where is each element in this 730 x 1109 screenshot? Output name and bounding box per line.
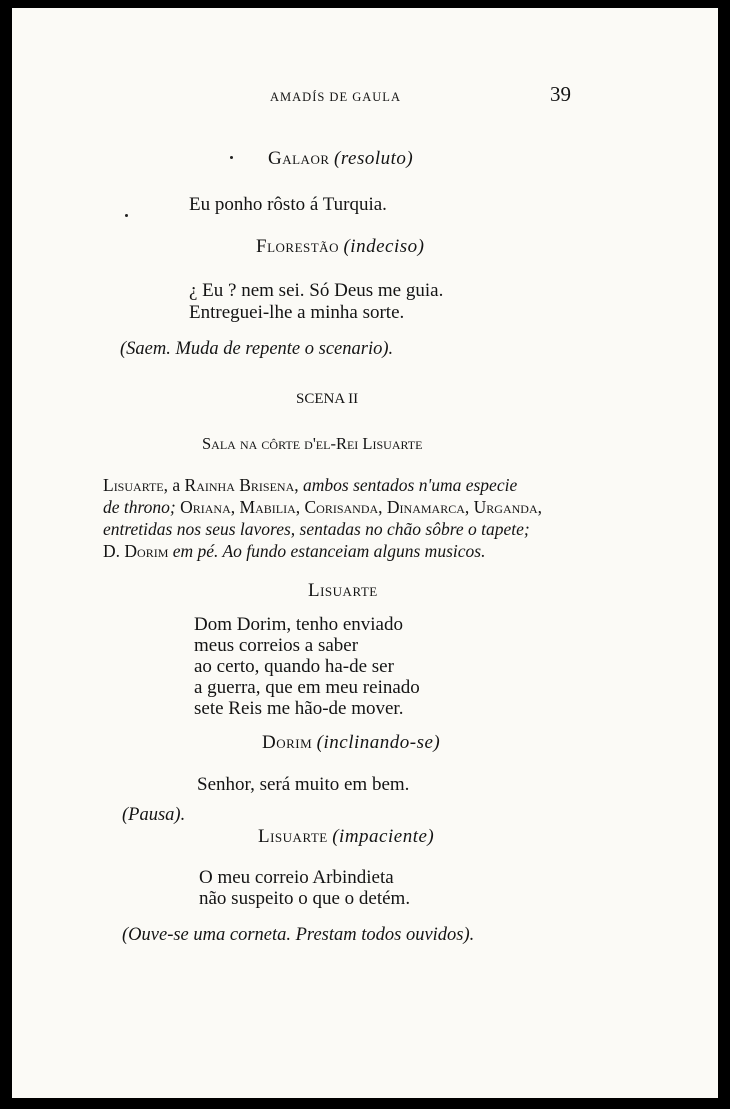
cast-text: ,	[464, 497, 474, 517]
verse-line: Eu ponho rôsto á Turquia.	[189, 194, 387, 215]
stage-direction: (impaciente)	[332, 826, 435, 847]
cast-text: ,	[294, 475, 304, 495]
cast-text: entretidas nos seus lavores, sentadas no chão sôbre o tapete;	[103, 519, 530, 539]
verse-line: a guerra, que em meu reinado	[194, 677, 420, 698]
speaker-name: Galaor	[268, 148, 330, 169]
character-name: Dinamarca	[386, 497, 465, 517]
character-name: Lisuarte	[103, 475, 164, 495]
character-name: Corisanda	[304, 497, 379, 517]
cast-line	[103, 496, 542, 518]
verse-line: Senhor, será muito em bem.	[197, 774, 410, 795]
speaker-line	[258, 826, 434, 849]
stage-direction: (Ouve-se uma corneta. Prestam todos ouvidos).	[122, 925, 475, 945]
cast-text: de throno;	[103, 497, 181, 517]
ink-speck	[125, 214, 128, 217]
scene-heading: SCENA II	[296, 391, 359, 407]
character-name: Mabilia	[239, 497, 296, 517]
book-page	[12, 8, 718, 1098]
cast-text: ambos sentados n'uma especie	[303, 475, 518, 495]
cast-line	[103, 540, 485, 562]
cast-text: ,	[295, 497, 305, 517]
character-name: Urganda	[473, 497, 538, 517]
speaker-line	[308, 580, 378, 603]
speaker-name: Lisuarte	[258, 826, 328, 847]
stage-direction: (resoluto)	[334, 148, 414, 169]
running-title: AMADÍS DE GAULA	[270, 90, 401, 104]
speaker-name: Florestão	[256, 236, 339, 257]
page-number: 39	[550, 82, 571, 106]
cast-text: ,	[230, 497, 240, 517]
stage-direction: (Saem. Muda de repente o scenario).	[120, 339, 394, 359]
verse-line: ¿ Eu ? nem sei. Só Deus me guia.	[189, 280, 444, 301]
verse-line: Entreguei-lhe a minha sorte.	[189, 302, 405, 323]
scene-setting: Sala na côrte d'el-Rei Lisuarte	[202, 434, 423, 453]
verse-line: não suspeito o que o detém.	[199, 888, 411, 909]
speaker-line	[256, 236, 424, 259]
character-name: Rainha Brisena	[184, 475, 295, 495]
cast-text: ,	[537, 497, 543, 517]
verse-line: Dom Dorim, tenho enviado	[194, 614, 403, 635]
speaker-line	[262, 732, 440, 755]
speaker-name: Lisuarte	[308, 580, 378, 601]
cast-text: em pé. Ao fundo estanceiam alguns musicos.	[172, 541, 486, 561]
cast-line	[103, 474, 517, 496]
stage-direction: (inclinando-se)	[316, 732, 441, 753]
cast-text: , a	[163, 475, 185, 495]
verse-line: O meu correio Arbindieta	[199, 867, 394, 888]
stage-direction: (indeciso)	[343, 236, 425, 257]
cast-text: D.	[103, 541, 125, 561]
speaker-line	[268, 148, 413, 171]
speaker-name: Dorim	[262, 732, 313, 753]
ink-speck	[230, 156, 233, 159]
cast-line	[103, 518, 530, 540]
verse-line: meus correios a saber	[194, 635, 359, 656]
verse-line: sete Reis me hão-de mover.	[194, 698, 404, 719]
character-name: Dorim	[124, 541, 169, 561]
character-name: Oriana	[180, 497, 231, 517]
stage-direction: (Pausa).	[122, 805, 186, 825]
verse-line: ao certo, quando ha-de ser	[194, 656, 394, 677]
cast-text: ,	[378, 497, 387, 517]
